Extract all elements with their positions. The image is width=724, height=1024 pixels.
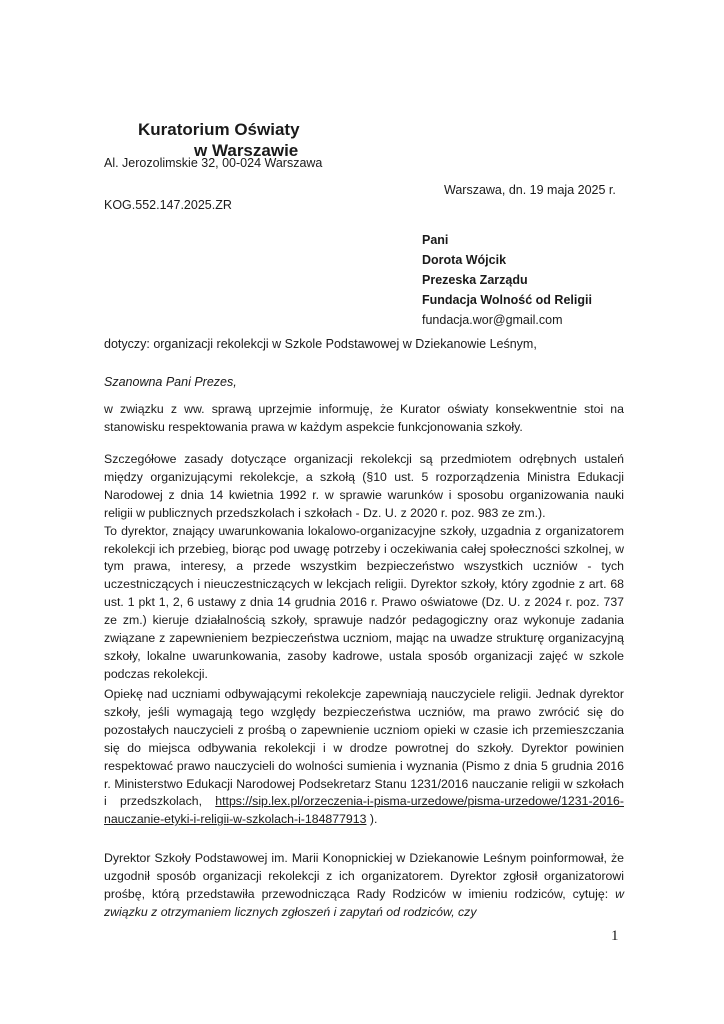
paragraph-3-text: Opiekę nad uczniami odbywającymi rekolekcje zapewniają nauczyciele religii. Jednak dyrektor szkoły, jeśli wymagają tego względy bezpieczeństwa uczniów, ma prawo zwrócić się do pozostałych nauczycieli z prośbą o zapewnienie uczniom opieki w czasie ich przemieszczania się do miejsca odbywania rekolekcji i w drodze powrotnej do szkoły. Dyrektor powinien respektować prawo nauczycieli do wolności sumienia i wyznania (Pismo z dnia 5 grudnia 2016 r. Ministerstwo Edukacji Narodowej Podsekretarz Stanu 1231/2016 nauczanie religii w szkołach i przedszkolach, xyxy=(104,687,624,809)
reference-number: KOG.552.147.2025.ZR xyxy=(104,198,232,212)
recipient-name: Dorota Wójcik xyxy=(422,253,507,267)
recipient-block xyxy=(422,230,592,330)
recipient-email: fundacja.wor@gmail.com xyxy=(422,313,563,327)
recipient-organization: Fundacja Wolność od Religii xyxy=(422,293,592,307)
paragraph-2 xyxy=(104,451,624,684)
letter-greeting: Szanowna Pani Prezes, xyxy=(104,375,237,389)
institution-name: Kuratorium Oświaty xyxy=(138,120,300,139)
paragraph-4 xyxy=(104,850,624,922)
page-number: 1 xyxy=(611,928,619,944)
paragraph-1: w związku z ww. sprawą uprzejmie informuję, że Kurator oświaty konsekwentnie stoi na stanowisku respektowania prawa w każdym aspekcie funkcjonowania szkoły. xyxy=(104,402,624,434)
paragraph-2b: To dyrektor, znający uwarunkowania lokalowo-organizacyjne szkoły, uzgadnia z organizatorem rekolekcji ich przebieg, biorąc pod uwagę potrzeby i oczekiwania całej społeczności szkolnej, w tym prawa, interesy, a przede wszystkim bezpieczeństwo wszystkich uczniów - tych uczestniczących i nieuczestniczących w lekcjach religii. Dyrektor szkoły, który zgodnie z art. 68 ust. 1 pkt 1, 2, 6 ustawy z dnia 14 grudnia 2016 r. Prawo oświatowe (Dz. U. z 2024 r. poz. 737 ze zm.) kieruje działalnością szkoły, sprawuje nadzór pedagogiczny oraz wykonuje zadania związane z zapewnieniem bezpieczeństwa uczniom, mając na uwadze strukturę organizacyjną szkoły, lokalne uwarunkowania, zasoby kadrowe, ustala sposób organizacji zajęć w szkole podczas rekolekcji. xyxy=(104,523,624,681)
recipient-title: Prezeska Zarządu xyxy=(422,273,528,287)
institution-address: Al. Jerozolimskie 32, 00-024 Warszawa xyxy=(104,156,323,170)
letter-date: Warszawa, dn. 19 maja 2025 r. xyxy=(444,183,616,197)
legal-reference-link[interactable]: https://sip.lex.pl/orzeczenia-i-pisma-urzedowe/pisma-urzedowe/1231-2016-nauczanie-etyki-i-religii-w-szkolach-i-184877913 xyxy=(104,794,624,827)
paragraph-3-end: ). xyxy=(366,812,378,827)
paragraph-2a: Szczegółowe zasady dotyczące organizacji rekolekcji są przedmiotem odrębnych ustaleń między organizującymi rekolekcje, a szkołą (§10 ust. 5 rozporządzenia Ministra Edukacji Narodowej z dnia 14 kwietnia 1992 r. w sprawie warunków i sposobu organizowania nauki religii w publicznych przedszkolach i szkołach - Dz. U. z 2020 r. poz. 983 ze zm.). xyxy=(104,452,624,520)
letter-subject: dotyczy: organizacji rekolekcji w Szkole Podstawowej w Dziekanowie Leśnym, xyxy=(104,337,537,351)
recipient-salutation: Pani xyxy=(422,233,449,247)
paragraph-4-text: Dyrektor Szkoły Podstawowej im. Marii Konopnickiej w Dziekanowie Leśnym poinformował, że uzgodnił sposób organizacji rekolekcji z ich organizatorem. Dyrektor zgłosił organizatorowi prośbę, którą przedstawiła przewodnicząca Rady Rodziców w imieniu rodziców, cytuję: xyxy=(104,851,624,901)
paragraph-4-quote: w związku z otrzymaniem licznych zgłoszeń i zapytań od rodziców, czy xyxy=(104,886,624,919)
paragraph-3 xyxy=(104,686,624,829)
institution-city: w Warszawie xyxy=(194,141,299,160)
